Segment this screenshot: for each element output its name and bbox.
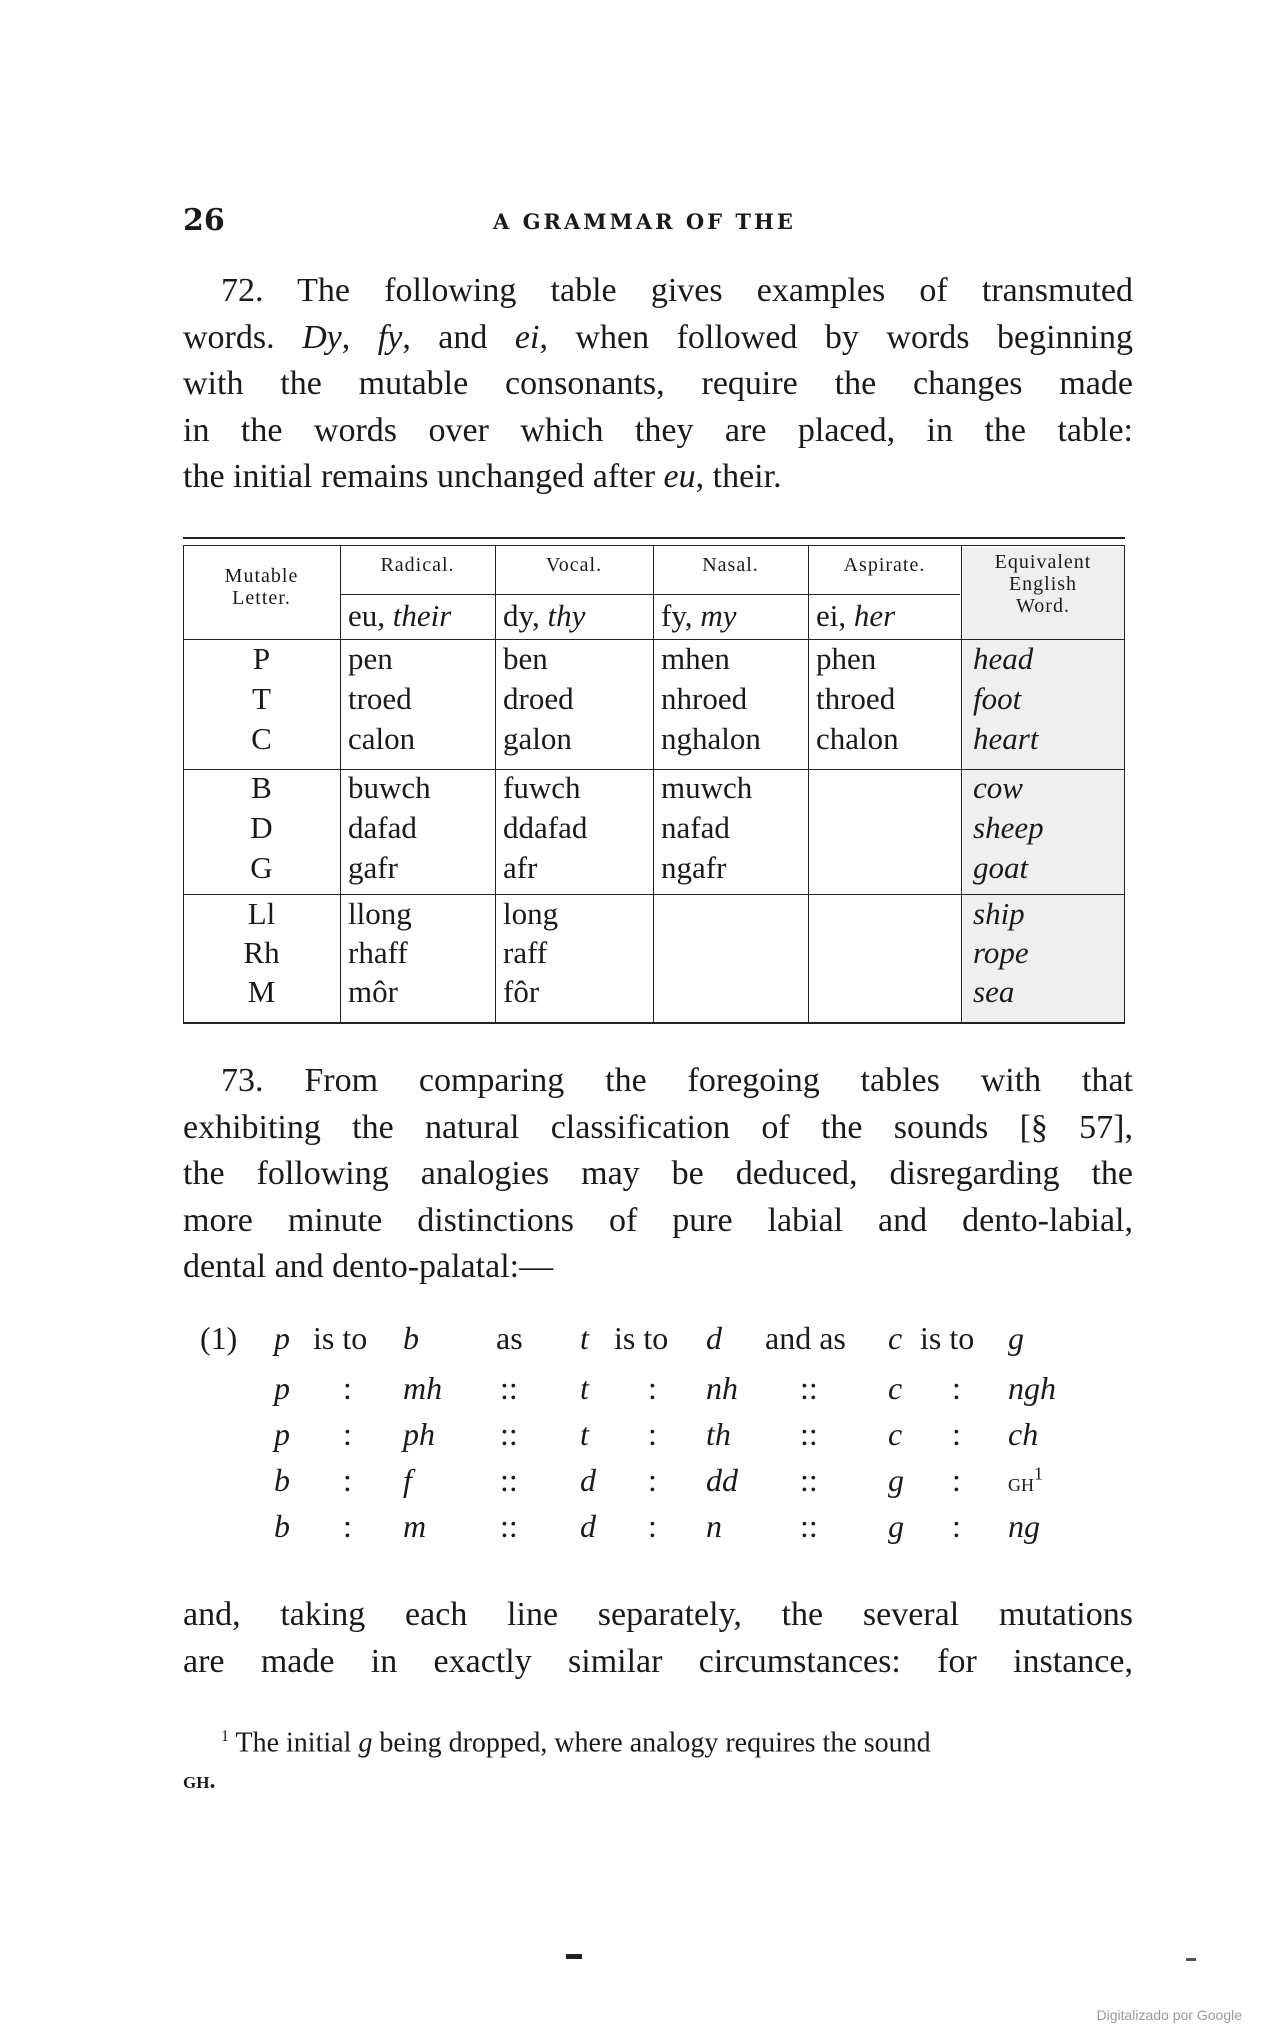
analogy-colon: : xyxy=(343,1508,352,1544)
text-run: Dy xyxy=(302,318,342,356)
analogy-term: dd xyxy=(706,1462,738,1498)
cell-vocal: galon xyxy=(503,721,572,756)
analogy-colon: : xyxy=(952,1416,961,1452)
analogy-term: ng xyxy=(1008,1508,1040,1544)
text-line xyxy=(183,268,1133,315)
paragraph-73 xyxy=(183,1058,1133,1291)
text-run: words. xyxy=(183,318,303,356)
text-run: , xyxy=(341,318,378,356)
analogy-double-colon: :: xyxy=(500,1508,518,1544)
analogy-word: is to xyxy=(614,1320,669,1356)
cell-radical: calon xyxy=(348,721,416,756)
text-run: The initial xyxy=(229,1727,359,1759)
text-run: 72. The following table gives examples of transmuted xyxy=(221,272,1133,309)
cell-nasal: nghalon xyxy=(661,721,761,756)
cell-nasal: mhen xyxy=(661,641,730,676)
text-line: exhibiting the natural classification of the sounds [§ 57], xyxy=(183,1108,1133,1146)
cell-nasal: ngafr xyxy=(661,850,727,885)
analogy-term: th xyxy=(706,1416,731,1452)
header-nasal: Nasal. xyxy=(702,554,759,576)
page-header xyxy=(183,203,1133,243)
footnote-marker: 1 xyxy=(221,1728,229,1745)
cell-radical: llong xyxy=(348,896,412,931)
analogy-term: c xyxy=(888,1320,903,1356)
analogy-colon: : xyxy=(952,1508,961,1544)
analogy-row xyxy=(200,1320,1100,1366)
page-number: 26 xyxy=(183,203,225,238)
cell-nasal: muwch xyxy=(661,770,753,805)
analogy-double-colon: :: xyxy=(500,1416,518,1452)
header-text: Letter. xyxy=(232,587,291,609)
table-top-rule xyxy=(183,537,1125,539)
subheader-vocal xyxy=(503,598,585,634)
cell-letter: T xyxy=(252,681,271,716)
text-line: gh. xyxy=(183,1768,216,1795)
analogy-term: t xyxy=(580,1370,589,1406)
analogy-term: ch xyxy=(1008,1416,1039,1452)
header-rule xyxy=(183,639,1125,640)
text-run: ei xyxy=(514,318,540,356)
footnote-marker: 1 xyxy=(1034,1463,1043,1484)
analogy-double-colon: :: xyxy=(800,1416,818,1452)
table-col-rule xyxy=(495,545,496,1022)
text-run: being dropped, where analogy requires the sound xyxy=(372,1727,931,1759)
analogy-term: p xyxy=(274,1320,290,1356)
analogy-term: ngh xyxy=(1008,1370,1056,1406)
analogy-colon: : xyxy=(648,1416,657,1452)
analogy-term xyxy=(1008,1462,1043,1499)
cell-vocal: droed xyxy=(503,681,574,716)
analogy-word: is to xyxy=(313,1320,368,1356)
text-line: the following analogies may be deduced, disregarding the xyxy=(183,1155,1133,1192)
cell-radical: môr xyxy=(348,974,398,1009)
page-mark xyxy=(1186,1958,1196,1961)
header-text: Word. xyxy=(1016,595,1070,617)
subheader-radical xyxy=(348,598,451,634)
text-run: g xyxy=(358,1727,373,1759)
analogy-term: g xyxy=(888,1508,904,1544)
header-aspirate: Aspirate. xyxy=(843,554,926,576)
cell-vocal: fôr xyxy=(503,974,540,1009)
table-bottom-rule xyxy=(183,1022,1125,1024)
analogy-colon: : xyxy=(343,1416,352,1452)
cell-vocal: long xyxy=(503,896,559,931)
table-col-rule xyxy=(653,545,654,1022)
analogy-row xyxy=(200,1462,1100,1508)
analogy-colon: : xyxy=(648,1462,657,1498)
text-run: gh xyxy=(1008,1468,1034,1497)
header-text: Mutable xyxy=(224,565,299,587)
analogy-label: (1) xyxy=(200,1320,238,1356)
analogy-term: p xyxy=(274,1370,290,1406)
table-col-rule xyxy=(808,545,809,1022)
cell-english: cow xyxy=(973,770,1023,805)
analogy-double-colon: :: xyxy=(500,1462,518,1498)
header-text: English xyxy=(1008,573,1078,595)
cell-english: sheep xyxy=(973,810,1044,845)
analogy-term: g xyxy=(888,1462,904,1498)
text-run: eu xyxy=(663,458,696,495)
analogy-word: and as xyxy=(765,1320,846,1356)
cell-vocal: raff xyxy=(503,935,548,970)
analogy-term: c xyxy=(888,1416,903,1452)
text-run: the initial remains unchanged after xyxy=(183,458,664,495)
analogy-term: b xyxy=(274,1462,290,1498)
cell-letter: B xyxy=(251,770,272,805)
analogy-term: mh xyxy=(403,1370,443,1406)
text-run: dy, xyxy=(503,598,548,633)
analogy-colon: : xyxy=(648,1370,657,1406)
header-equivalent-english-word xyxy=(961,551,1125,617)
cell-english: goat xyxy=(973,850,1029,885)
cell-letter: M xyxy=(247,974,276,1009)
analogy-word: as xyxy=(496,1320,523,1356)
cell-vocal: ben xyxy=(503,641,548,676)
text-run: fy, xyxy=(661,598,701,633)
subheader-aspirate xyxy=(816,598,895,634)
cell-letter: P xyxy=(252,641,271,676)
analogy-term: m xyxy=(403,1508,427,1544)
table-top-rule xyxy=(183,545,1125,546)
analogy-colon: : xyxy=(648,1508,657,1544)
cell-letter: G xyxy=(250,850,273,885)
paragraph-mutations xyxy=(183,1592,1133,1685)
text-run: her xyxy=(853,598,896,633)
analogy-term: f xyxy=(403,1462,412,1498)
header-sub-rule xyxy=(340,594,960,595)
footnote xyxy=(183,1718,1133,1800)
text-run: , their. xyxy=(695,458,782,495)
analogy-term: p xyxy=(274,1416,290,1452)
analogy-term: ph xyxy=(403,1416,435,1452)
analogy-double-colon: :: xyxy=(800,1462,818,1498)
cell-english: heart xyxy=(973,721,1039,756)
text-line xyxy=(183,1058,1133,1105)
text-line: more minute distinctions of pure labial and dento-labial, xyxy=(183,1201,1133,1239)
text-run: fy xyxy=(377,318,403,356)
paragraph-72 xyxy=(183,268,1133,501)
analogy-term: b xyxy=(274,1508,290,1544)
header-radical: Radical. xyxy=(380,554,455,576)
cell-vocal: ddafad xyxy=(503,810,588,845)
cell-vocal: afr xyxy=(503,850,538,885)
text-line xyxy=(183,454,1133,501)
analogy-colon: : xyxy=(343,1462,352,1498)
text-line: dental and dento-palatal:— xyxy=(183,1248,554,1285)
text-run: thy xyxy=(547,598,586,633)
mutation-table xyxy=(183,537,1125,1027)
text-line xyxy=(183,315,1133,362)
text-run: ei, xyxy=(816,598,854,633)
cell-nasal: nafad xyxy=(661,810,730,845)
analogy-double-colon: :: xyxy=(500,1370,518,1406)
text-line: with the mutable consonants, require the changes made xyxy=(183,365,1133,402)
cell-letter: Rh xyxy=(243,935,280,970)
analogy-colon: : xyxy=(952,1370,961,1406)
analogy-term: c xyxy=(888,1370,903,1406)
header-mutable-letter xyxy=(183,565,340,609)
text-line: in the words over which they are placed, in the table: xyxy=(183,411,1133,449)
analogy-term: g xyxy=(1008,1320,1024,1356)
analogy-term: t xyxy=(580,1416,589,1452)
text-run: my xyxy=(700,598,737,633)
page-mark xyxy=(566,1954,582,1959)
table-col-rule xyxy=(340,545,341,1022)
cell-radical: gafr xyxy=(348,850,398,885)
cell-letter: Ll xyxy=(247,896,276,931)
cell-aspirate: chalon xyxy=(816,721,899,756)
header-text: Equivalent xyxy=(994,551,1092,573)
analogy-row xyxy=(200,1416,1100,1462)
cell-aspirate: phen xyxy=(816,641,877,676)
cell-english: foot xyxy=(973,681,1022,716)
analogy-double-colon: :: xyxy=(800,1508,818,1544)
analogy-word: is to xyxy=(920,1320,975,1356)
cell-radical: rhaff xyxy=(348,935,408,970)
cell-nasal: nhroed xyxy=(661,681,748,716)
analogy-double-colon: :: xyxy=(800,1370,818,1406)
analogy-term: d xyxy=(580,1508,596,1544)
text-run: eu, xyxy=(348,598,393,633)
cell-radical: buwch xyxy=(348,770,431,805)
text-run: , when followed by words beginning xyxy=(539,318,1133,356)
cell-letter: C xyxy=(251,721,272,756)
analogy-term: b xyxy=(403,1320,419,1356)
analogy-term: nh xyxy=(706,1370,738,1406)
scan-watermark: Digitalizado por Google xyxy=(1096,2007,1242,2023)
cell-english: sea xyxy=(973,974,1015,1009)
text-run: , and xyxy=(402,318,515,356)
running-head: A GRAMMAR OF THE xyxy=(493,209,796,234)
text-run: 73. From comparing the foregoing tables with that xyxy=(221,1062,1133,1099)
cell-aspirate: throed xyxy=(816,681,896,716)
analogy-term: t xyxy=(580,1320,589,1356)
cell-letter: D xyxy=(250,810,273,845)
analogy-colon: : xyxy=(343,1370,352,1406)
text-line: are made in exactly similar circumstances: for instance, xyxy=(183,1642,1133,1680)
analogy-term: d xyxy=(706,1320,722,1356)
analogy-term: n xyxy=(706,1508,722,1544)
cell-radical: troed xyxy=(348,681,412,716)
header-vocal: Vocal. xyxy=(545,554,603,576)
analogy-row xyxy=(200,1508,1100,1554)
cell-english: ship xyxy=(973,896,1025,931)
subheader-nasal xyxy=(661,598,736,634)
analogy-row xyxy=(200,1370,1100,1416)
analogy-term: d xyxy=(580,1462,596,1498)
cell-english: rope xyxy=(973,935,1029,970)
cell-english: head xyxy=(973,641,1034,676)
cell-radical: pen xyxy=(348,641,393,676)
analogy-colon: : xyxy=(952,1462,961,1498)
group-rule xyxy=(183,894,1125,895)
cell-vocal: fuwch xyxy=(503,770,581,805)
text-line xyxy=(183,1718,1133,1762)
cell-radical: dafad xyxy=(348,810,417,845)
text-line: and, taking each line separately, the several mutations xyxy=(183,1596,1133,1633)
text-run: their xyxy=(392,598,452,633)
analogy-block xyxy=(200,1320,1100,1570)
